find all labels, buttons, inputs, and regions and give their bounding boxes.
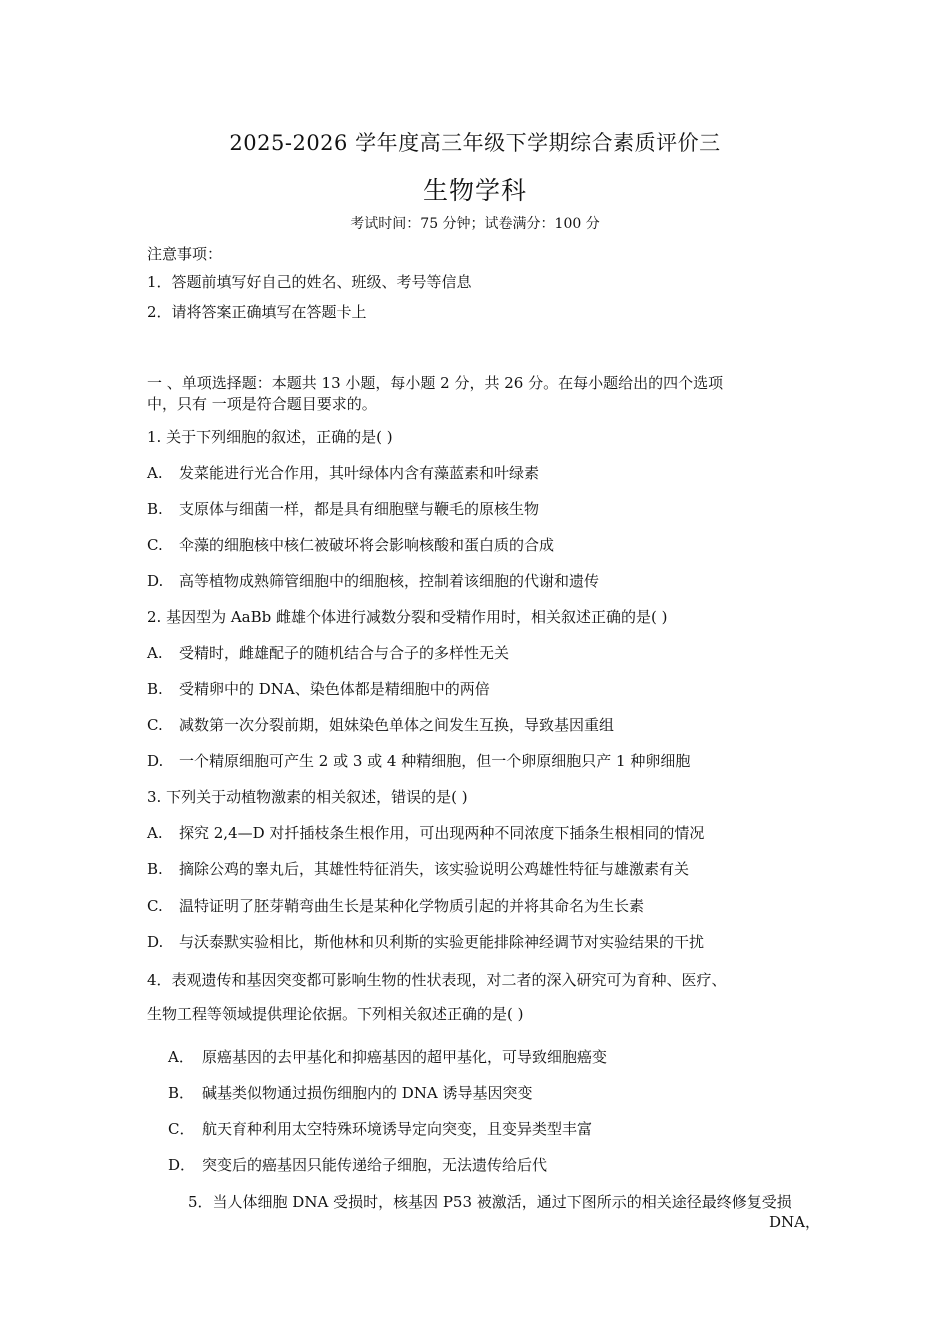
- section-intro-line-1: 一 、单项选择题：本题共 13 小题，每小题 2 分，共 26 分。在每小题给出的四个选项: [147, 374, 724, 392]
- question-3-option-b: [147, 859, 689, 879]
- option-letter: C.: [147, 536, 163, 554]
- option-text: 摘除公鸡的睾丸后，其雄性特征消失，该实验说明公鸡雄性特征与雄激素有关: [179, 860, 690, 878]
- option-letter: D.: [147, 572, 164, 590]
- option-text: 温特证明了胚芽鞘弯曲生长是某种化学物质引起的并将其命名为生长素: [179, 897, 645, 915]
- option-text: 碱基类似物通过损伤细胞内的 DNA 诱导基因突变: [202, 1084, 533, 1102]
- exam-title: 2025-2026 学年度高三年级下学期综合素质评价三: [229, 131, 721, 155]
- question-4-stem-line-2: 生物工程等领域提供理论依据。下列相关叙述正确的是( ): [147, 1005, 524, 1023]
- question-2-option-a: [147, 643, 509, 663]
- notice-heading: 注意事项：: [147, 245, 223, 263]
- option-text: 受精时，雌雄配子的随机结合与合子的多样性无关: [179, 644, 510, 662]
- question-4-option-d: [168, 1155, 547, 1175]
- option-letter: B.: [147, 680, 163, 698]
- option-letter: C．: [168, 1120, 195, 1138]
- question-5-stem-line-2: DNA，: [769, 1213, 820, 1231]
- option-letter: B.: [147, 860, 163, 878]
- option-letter: D．: [168, 1156, 196, 1174]
- question-4-stem-line-1: 4．表观遗传和基因突变都可影响生物的性状表现，对二者的深入研究可为育种、医疗、: [147, 971, 727, 989]
- option-text: 受精卵中的 DNA、染色体都是精细胞中的两倍: [179, 680, 490, 698]
- option-text: 探究 2,4—D 对扦插枝条生根作用，可出现两种不同浓度下插条生根相同的情况: [179, 824, 705, 842]
- option-letter: C.: [147, 897, 163, 915]
- question-2-option-b: [147, 679, 490, 699]
- question-3-option-a: [147, 823, 704, 843]
- question-3-option-c: [147, 896, 644, 916]
- option-letter: A．: [168, 1048, 194, 1066]
- question-1-option-b: [147, 499, 539, 519]
- question-3-stem: 3. 下列关于动植物激素的相关叙述，错误的是( ): [147, 788, 468, 806]
- section-intro-line-2: 中，只有 一项是符合题目要求的。: [147, 395, 377, 413]
- question-5-stem-line-1: 5．当人体细胞 DNA 受损时，核基因 P53 被激活，通过下图所示的相关途径最终修复受损: [188, 1193, 792, 1211]
- question-1-option-a: [147, 463, 539, 483]
- option-letter: B．: [168, 1084, 195, 1102]
- question-1-stem: 1. 关于下列细胞的叙述，正确的是( ): [147, 428, 393, 446]
- option-text: 突变后的癌基因只能传递给子细胞，无法遗传给后代: [202, 1156, 548, 1174]
- question-4-option-a: [168, 1047, 607, 1067]
- question-4-option-b: [168, 1083, 533, 1103]
- option-text: 原癌基因的去甲基化和抑癌基因的超甲基化，可导致细胞癌变: [202, 1048, 608, 1066]
- question-2-stem: 2. 基因型为 AaBb 雌雄个体进行减数分裂和受精作用时，相关叙述正确的是( ): [147, 608, 668, 626]
- option-letter: A.: [147, 464, 163, 482]
- question-1-option-d: [147, 571, 599, 591]
- option-text: 支原体与细菌一样，都是具有细胞壁与鞭毛的原核生物: [179, 500, 540, 518]
- option-text: 航天育种利用太空特殊环境诱导定向突变，且变异类型丰富: [202, 1120, 593, 1138]
- option-letter: B.: [147, 500, 163, 518]
- option-text: 与沃泰默实验相比，斯他林和贝利斯的实验更能排除神经调节对实验结果的干扰: [179, 933, 705, 951]
- question-3-option-d: [147, 932, 704, 952]
- option-letter: A.: [147, 644, 163, 662]
- option-letter: D.: [147, 933, 164, 951]
- question-2-option-c: [147, 715, 614, 735]
- option-letter: D.: [147, 752, 164, 770]
- option-text: 一个精原细胞可产生 2 或 3 或 4 种精细胞，但一个卵原细胞只产 1 种卵细胞: [179, 752, 691, 770]
- option-letter: C.: [147, 716, 163, 734]
- option-text: 伞藻的细胞核中核仁被破坏将会影响核酸和蛋白质的合成: [179, 536, 555, 554]
- option-text: 减数第一次分裂前期，姐妹染色单体之间发生互换，导致基因重组: [179, 716, 615, 734]
- question-4-option-c: [168, 1119, 592, 1139]
- notice-item-2: 2．请将答案正确填写在答题卡上: [147, 303, 367, 321]
- notice-item-1: 1．答题前填写好自己的姓名、班级、考号等信息: [147, 273, 472, 291]
- question-2-option-d: [147, 751, 690, 771]
- option-text: 发菜能进行光合作用，其叶绿体内含有藻蓝素和叶绿素: [179, 464, 540, 482]
- exam-info: 考试时间：75 分钟；试卷满分：100 分: [350, 216, 600, 232]
- question-1-option-c: [147, 535, 554, 555]
- option-letter: A.: [147, 824, 163, 842]
- option-text: 高等植物成熟筛管细胞中的细胞核，控制着该细胞的代谢和遗传: [179, 572, 600, 590]
- subject-title: 生物学科: [422, 176, 527, 205]
